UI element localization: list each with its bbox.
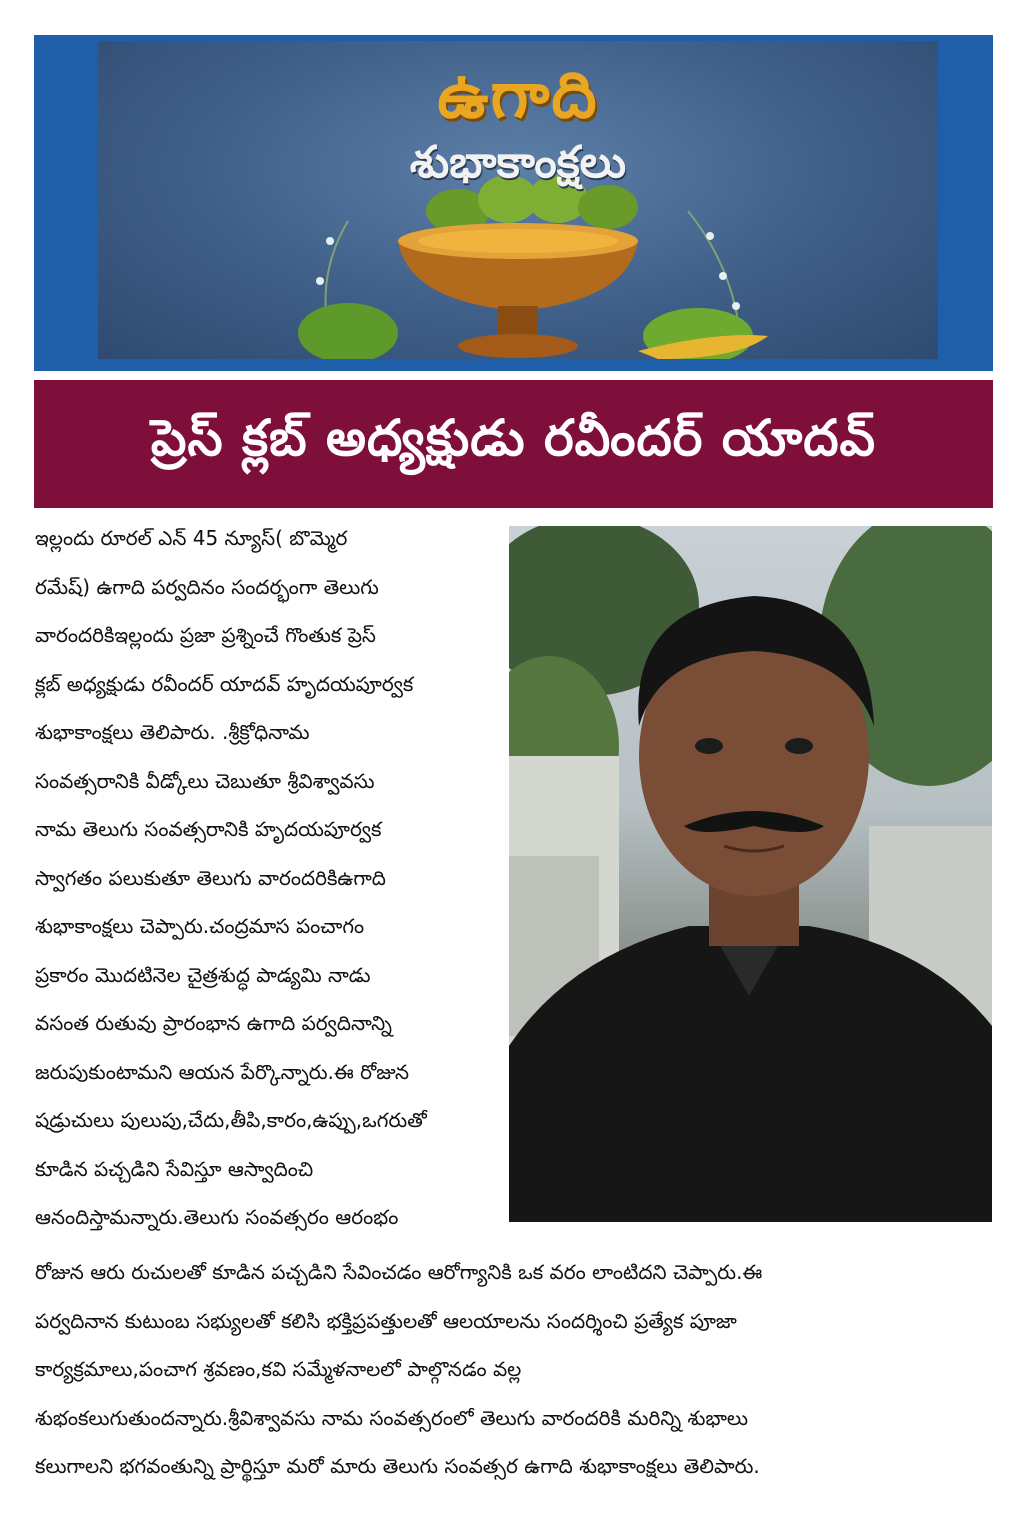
article-line: క్లబ్ అధ్యక్షుడు రవీందర్ యాదవ్ హృదయపూర్వక bbox=[35, 671, 414, 696]
article-line: శుభాకాంక్షలు తెలిపారు. .శ్రీక్రోధినామ bbox=[35, 720, 310, 744]
article-line: పర్వదినాన కుటుంబ సభ్యులతో కలిసి భక్తిప్రపత్తులతో ఆలయాలను సందర్శించి ప్రత్యేక పూజా bbox=[35, 1308, 737, 1333]
reporter-photo bbox=[509, 526, 992, 1222]
banner-title: ఉగాది bbox=[437, 59, 599, 133]
article-line: సంవత్సరానికి వీడ్కోలు చెబుతూ శ్రీవిశ్వావసు bbox=[35, 768, 375, 793]
headline: ప్రెస్ క్లబ్ అధ్యక్షుడు రవీందర్ యాదవ్ bbox=[150, 408, 877, 467]
ugadi-banner bbox=[34, 35, 993, 371]
article-line: కూడిన పచ్చడిని సేవిస్తూ ఆస్వాదించి bbox=[35, 1156, 314, 1181]
article-line: శుభంకలుగుతుందన్నారు.శ్రీవిశ్వావసు నామ సంవత్సరంలో తెలుగు వారందరికి మరిన్ని శుభాలు bbox=[35, 1405, 749, 1430]
article-full-text bbox=[35, 1248, 990, 1491]
banner-subtitle: శుభాకాంక్షలు bbox=[409, 137, 627, 188]
article-line: ప్రకారం మొదటినెల చైత్రశుద్ధ పాడ్యమి నాడు bbox=[35, 962, 371, 987]
article-line: కార్యక్రమాలు,పంచాగ శ్రవణం,కవి సమ్మేళనాలలో పాల్గొనడం వల్ల bbox=[35, 1357, 522, 1381]
article-column-text bbox=[35, 514, 505, 1242]
article-line: ఆనందిస్తామన్నారు.తెలుగు సంవత్సరం ఆరంభం bbox=[35, 1205, 399, 1229]
article-line: జరుపుకుంటామని ఆయన పేర్కొన్నారు.ఈ రోజున bbox=[35, 1059, 409, 1084]
article-line: నామ తెలుగు సంవత్సరానికి హృదయపూర్వక bbox=[35, 817, 382, 841]
article-line: రమేష్) ఉగాది పర్వదినం సందర్భంగా తెలుగు bbox=[35, 574, 379, 599]
article-line: కలుగాలని భగవంతున్ని ప్రార్థిస్తూ మరో మారు తెలుగు సంవత్సర ఉగాది శుభాకాంక్షలు తెలిపారు. bbox=[35, 1454, 760, 1478]
article-line: షడ్రుచులు పులుపు,చేదు,తీపి,కారం,ఉప్పు,ఒగరుతో bbox=[35, 1108, 427, 1132]
article-line: ఇల్లందు రూరల్ ఎన్ 45 న్యూస్( బొమ్మెర bbox=[35, 526, 348, 550]
article-line: రోజున ఆరు రుచులతో కూడిన పచ్చడిని సేవించడం ఆరోగ్యానికి ఒక వరం లాంటిదని చెప్పారు.ఈ bbox=[35, 1260, 763, 1284]
article-line: శుభాకాంక్షలు చెప్పారు.చంద్రమాస పంచాగం bbox=[35, 914, 365, 938]
headline-bar bbox=[34, 380, 993, 508]
banner-image bbox=[98, 41, 938, 359]
article-line: వసంత రుతువు ప్రారంభాన ఉగాది పర్వదినాన్ని bbox=[35, 1011, 392, 1035]
portrait-illustration bbox=[509, 526, 992, 1222]
article-line: స్వాగతం పలుకుతూ తెలుగు వారందరికిఉగాది bbox=[35, 865, 386, 890]
article-line: వారందరికిఇల్లందు ప్రజా ప్రశ్నించే గొంతుక ప్రెస్ bbox=[35, 623, 376, 647]
